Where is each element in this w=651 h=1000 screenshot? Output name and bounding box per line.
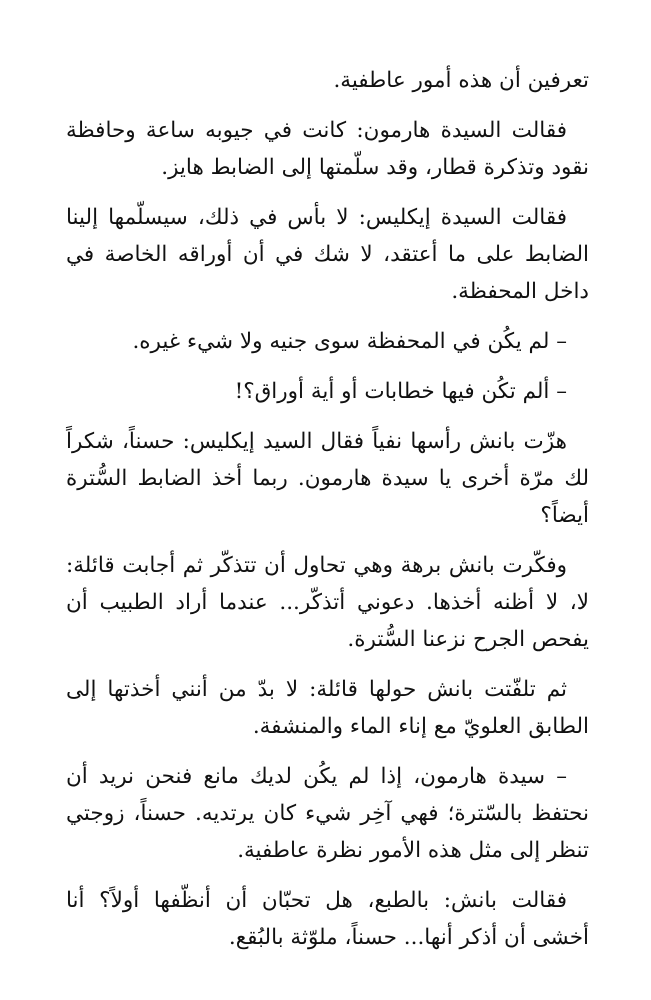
paragraph-2: فقالت السيدة هارمون: كانت في جيوبه ساعة وحافظة نقود وتذكرة قطار، وقد سلّمتها إلى الضابط هايز. xyxy=(66,118,589,180)
paragraph-8: ثم تلفّتت بانش حولها قائلة: لا بدّ من أنني أخذتها إلى الطابق العلويّ مع إناء الماء والمنشفة. xyxy=(66,677,589,739)
paragraph-7: وفكّرت بانش برهة وهي تحاول أن تتذكّر ثم أجابت قائلة: لا، لا أظنه أخذها. دعوني أتذكّر... عندما أراد الطبيب أن يفحص الجرح نزعنا السُّترة. xyxy=(66,553,589,652)
paragraph-5: – ألم تكُن فيها خطابات أو أية أوراق؟! xyxy=(234,379,567,404)
paragraph-4: – لم يكُن في المحفظة سوى جنيه ولا شيء غيره. xyxy=(132,329,567,354)
paragraph-3: فقالت السيدة إيكليس: لا بأس في ذلك، سيسلّمها إلينا الضابط على ما أعتقد، لا شك في أن أوراقه الخاصة في داخل المحفظة. xyxy=(66,205,589,304)
paragraph-10: فقالت بانش: بالطبع، هل تحبّان أن أنظّفها أولاً؟ أنا أخشى أن أذكر أنها... حسناً، ملوّثة بالبُقع. xyxy=(66,888,589,950)
paragraph-9: – سيدة هارمون، إذا لم يكُن لديك مانع فنحن نريد أن نحتفظ بالسّترة؛ فهي آخِر شيء كان يرتديه. حسناً، زوجتي تنظر إلى مثل هذه الأمور نظرة عاطفية. xyxy=(66,764,589,863)
paragraph-6: هزّت بانش رأسها نفياً فقال السيد إيكليس: حسناً، شكراً لك مرّة أخرى يا سيدة هارمون. ربما أخذ الضابط السُّترة أيضاً؟ xyxy=(66,429,589,528)
paragraph-1: تعرفين أن هذه أمور عاطفية. xyxy=(333,68,589,93)
